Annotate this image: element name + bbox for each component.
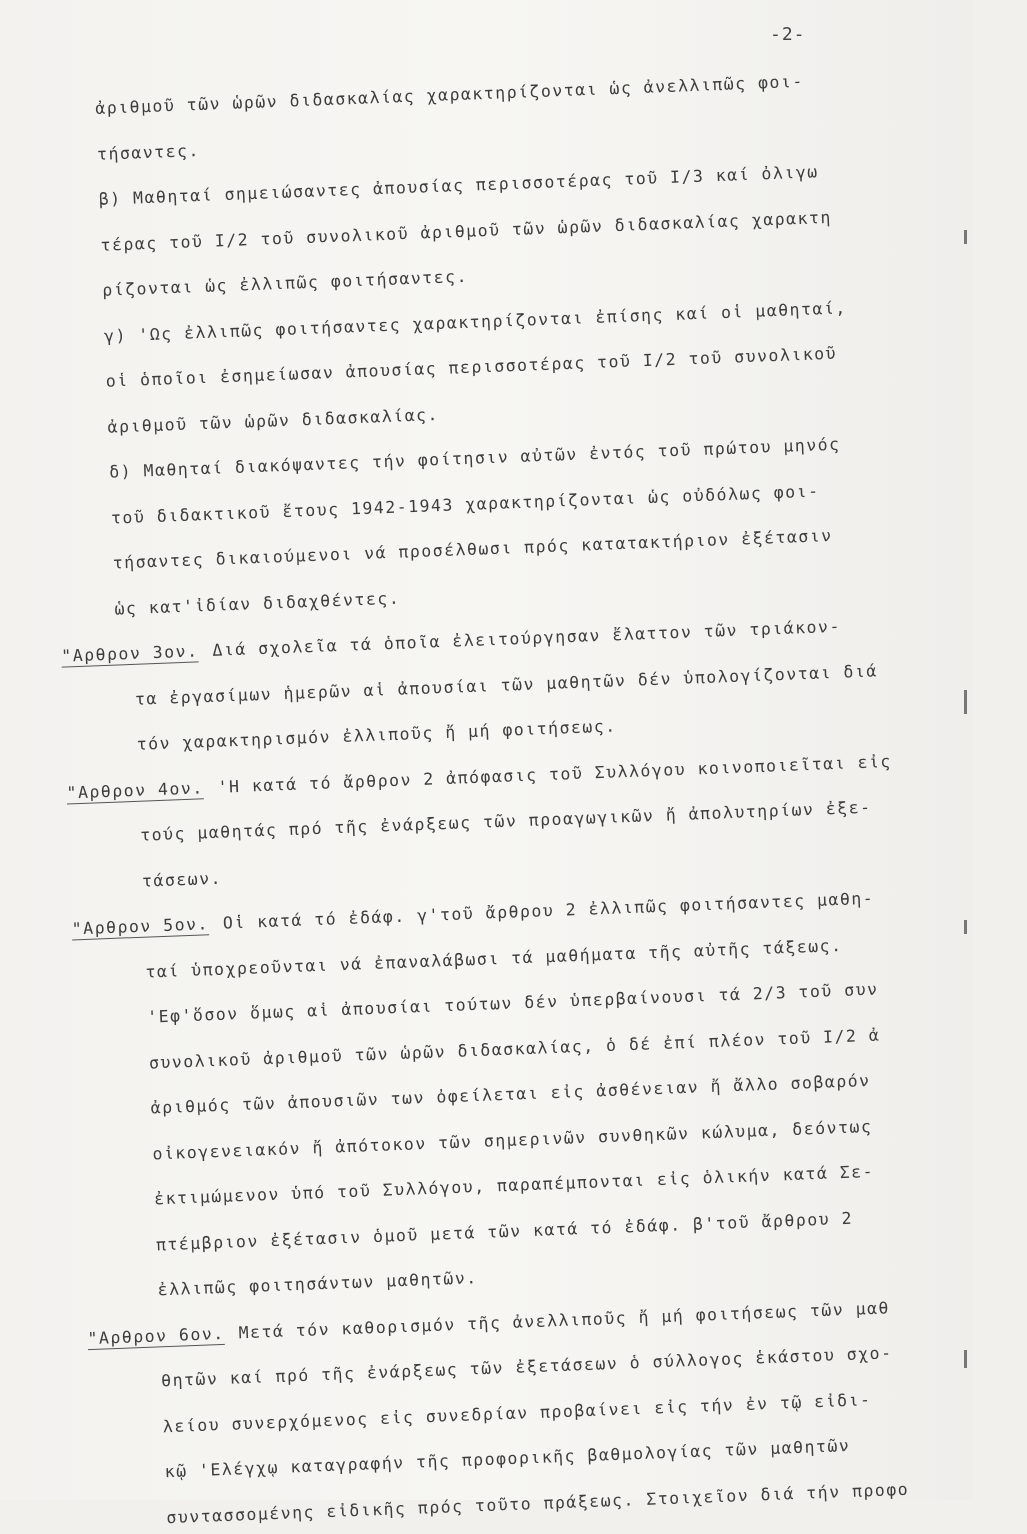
- text-line: [87, 1296, 890, 1351]
- line-text: ρίζονται ὡς ἐλλιπῶς φοιτήσαντες.: [101, 266, 469, 300]
- line-text: δ) Μαθηταί διακόψαντες τήν φοίτησιν αὐτῶν ἐντός τοῦ πρώτου μηνός: [108, 434, 841, 482]
- margin-mark: [964, 690, 967, 714]
- article-heading: "Αρθρον 6ον.: [87, 1323, 225, 1348]
- text-line: [149, 1023, 881, 1075]
- line-text: 'Εφ'ὅσον ὅμως αἱ ἀπουσίαι τούτων δέν ὑπερβαίνουσι τά 2/3 τοῦ συν: [146, 979, 879, 1027]
- text-line: [140, 796, 872, 848]
- text-line: [71, 887, 874, 942]
- text-line: [164, 1434, 850, 1484]
- line-text: ἐλλιπῶς φοιτησάντων μαθητῶν.: [157, 1268, 478, 1300]
- margin-mark: [964, 230, 967, 244]
- article-heading: "Αρθρον 5ον.: [71, 914, 210, 939]
- line-text: συνολικοῦ ἀριθμοῦ τῶν ὡρῶν διδασκαλίας, ὁ δέ ἐπί πλέον τοῦ I/2 ἀ: [148, 1025, 881, 1073]
- line-text: ὡς κατ'ἰδίαν διδαχθέντες.: [114, 588, 401, 619]
- line-text: τούς μαθητάς πρό τῆς ἐνάρξεως τῶν προαγωγικῶν ἤ ἀπολυτηρίων ἐξε-: [139, 797, 872, 845]
- line-text: τοῦ διδακτικοῦ ἔτους 1942-1943 χαρακτηρίζονται ὡς οὐδόλως φοι-: [110, 480, 820, 528]
- line-text: ἀριθμοῦ τῶν ὡρῶν διδασκαλίας χαρακτηρίζονται ὡς ἀνελλιπῶς φοι-: [94, 71, 805, 118]
- line-text: Οἱ κατά τό ἐδάφ. γ'τοῦ ἄρθρου 2 ἐλλιπῶς φοιτήσαντες μαθη-: [222, 888, 875, 933]
- line-text: γ) 'Ως ἐλλιπῶς φοιτήσαντες χαρακτηρίζονται ἐπίσης καί οἱ μαθηταί,: [103, 297, 848, 346]
- text-line: [135, 659, 879, 712]
- text-line: [163, 1388, 872, 1439]
- text-line: [157, 1266, 478, 1302]
- line-text: 'Η κατά τό ἄρθρον 2 ἀπόφασις τοῦ Συλλόγου κοινοποιεῖται εἰς: [217, 751, 893, 797]
- line-text: ἀριθμός τῶν ἀπουσιῶν των ὀφείλεται εἰς ἀσθένειαν ἤ ἄλλο σοβαρόν: [150, 1070, 871, 1118]
- line-text: τα ἐργασίμων ἡμερῶν αἱ ἀπουσίαι τῶν μαθητῶν δέν ὑπολογίζονται διά: [134, 660, 879, 709]
- text-line: [61, 615, 841, 669]
- text-line: [95, 70, 804, 121]
- text-line: [98, 160, 819, 212]
- article-heading: "Αρθρον 3ον.: [60, 641, 199, 666]
- text-line: [97, 138, 201, 166]
- text-line: [166, 1477, 910, 1530]
- line-text: λείου συνερχόμενος εἰς συνεδρίαν προβαίνει εἰς τήν ἐν τῷ εἰδι-: [162, 1389, 872, 1436]
- line-text: συντασσομένης εἰδικῆς πρός τοῦτο πράξεως. Στοιχεῖον διά τήν προφο: [166, 1479, 910, 1527]
- text-line: [152, 1114, 873, 1166]
- text-line: [109, 433, 841, 485]
- line-text: θητῶν καί πρό τῆς ἐνάρξεως τῶν ἐξετάσεων ὁ σύλλογος ἑκάστου σχο-: [160, 1343, 893, 1391]
- line-text: κῷ 'Ελέγχῳ καταγραφήν τῆς προφορικῆς βαθμολογίας τῶν μαθητῶν: [164, 1435, 851, 1482]
- text-line: [142, 866, 223, 893]
- text-line: [156, 1206, 854, 1257]
- line-text: β) Μαθηταί σημειώσαντες ἀπουσίας περισσοτέρας τοῦ I/3 καί ὀλιγω: [98, 162, 819, 209]
- line-text: Μετά τόν καθορισμόν τῆς ἀνελλιποῦς ἤ μή φοιτήσεως τῶν μαθ: [238, 1297, 891, 1342]
- text-line: [114, 586, 401, 621]
- line-text: ἐκτιμώμενον ὑπό τοῦ Συλλόγου, παραπέμπονται εἰς ὁλικήν κατά Σε-: [153, 1161, 875, 1209]
- line-text: ἀριθμοῦ τῶν ὡρῶν διδασκαλίας.: [107, 404, 440, 437]
- line-text: τέρας τοῦ I/2 τοῦ συνολικοῦ ἀριθμοῦ τῶν ὡρῶν διδασκαλίας χαρακτη: [100, 207, 833, 255]
- line-text: Διά σχολεῖα τά ὁποῖα ἐλειτούργησαν ἔλαττον τῶν τριάκον-: [212, 616, 842, 660]
- line-text: ταί ὑποχρεοῦνται νά ἐπαναλάβωσι τά μαθήματα τῆς αὐτῆς τάξεως.: [145, 935, 843, 982]
- text-line: [161, 1341, 893, 1393]
- text-line: [147, 978, 879, 1030]
- text-line: [136, 714, 617, 756]
- text-line: [104, 296, 848, 349]
- margin-mark: [964, 1350, 967, 1368]
- line-text: πτέμβριον ἐξέτασιν ὁμοῦ μετά τῶν κατά τό ἐδάφ. β'τοῦ ἄρθρου 2: [155, 1208, 854, 1254]
- text-line: [145, 933, 843, 984]
- line-text: οἱ ὁποῖοι ἐσημείωσαν ἀπουσίας περισσοτέρας τοῦ I/2 τοῦ συνολικοῦ: [105, 343, 838, 391]
- page-number: -2-: [770, 24, 806, 45]
- margin-mark: [964, 920, 967, 934]
- line-text: τόν χαρακτηρισμόν ἐλλιποῦς ἤ μή φοιτήσεως.: [136, 716, 617, 754]
- text-line: [66, 749, 892, 805]
- line-text: οἰκογενειακόν ἤ ἀπότοκον τῶν σημερινῶν συνθηκῶν κώλυμα, δεόντως: [152, 1116, 873, 1164]
- text-line: [105, 342, 837, 394]
- text-line: [150, 1069, 871, 1121]
- line-text: τάσεων.: [141, 868, 223, 891]
- line-text: τήσαντες δικαιούμενοι νά προσέλθωσι πρός κατατακτήριον ἐξέτασιν: [112, 525, 833, 573]
- text-line: [111, 479, 820, 530]
- text-line: [112, 524, 833, 576]
- article-heading: "Αρθρον 4ον.: [66, 777, 205, 803]
- text-line: [107, 402, 439, 439]
- text-line: [102, 265, 469, 303]
- text-line: [100, 205, 832, 257]
- text-line: [154, 1160, 875, 1212]
- line-text: τήσαντες.: [96, 140, 201, 164]
